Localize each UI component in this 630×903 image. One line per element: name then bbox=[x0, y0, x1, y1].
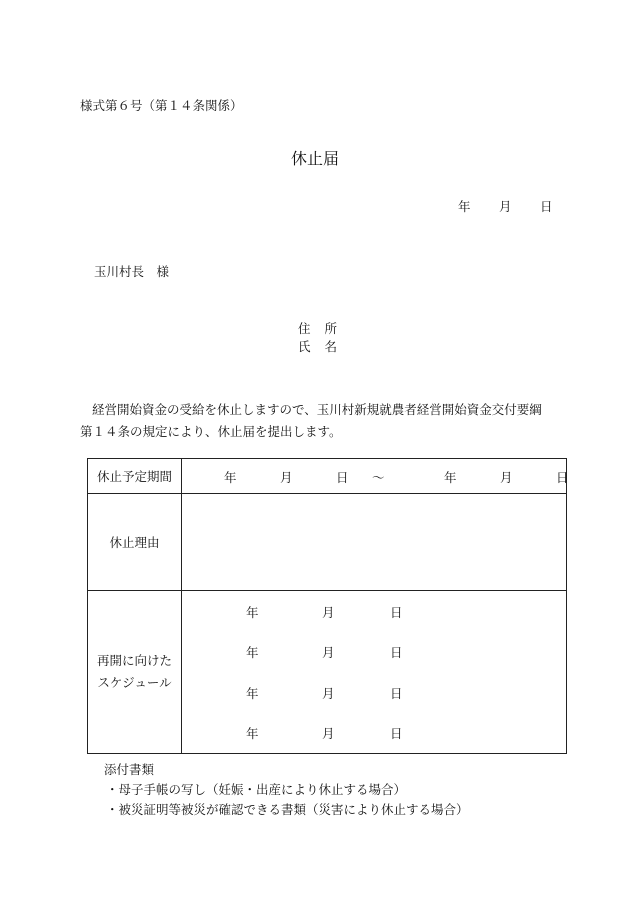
name-label-char-2: 名 bbox=[324, 339, 338, 354]
period-start-month: 月 bbox=[280, 470, 293, 485]
schedule-year: 年 bbox=[246, 645, 259, 660]
period-end-year: 年 bbox=[444, 470, 457, 485]
address-label-char-2: 所 bbox=[324, 321, 338, 336]
attachment-item: ・母子手帳の写し（妊娠・出産により休止する場合） bbox=[106, 782, 407, 797]
document-title: 休止届 bbox=[290, 149, 339, 168]
resume-label-line-1: 再開に向けた bbox=[96, 653, 172, 668]
period-value-cell bbox=[182, 459, 567, 494]
address-label-char-1: 住 bbox=[298, 321, 311, 336]
declaration-text bbox=[80, 399, 560, 443]
period-start-year: 年 bbox=[224, 470, 237, 485]
schedule-year: 年 bbox=[246, 726, 259, 741]
attachment-item: ・被災証明等被災が確認できる書類（災害により休止する場合） bbox=[106, 802, 469, 817]
resume-schedule-label bbox=[88, 591, 182, 754]
reason-row bbox=[88, 494, 567, 591]
schedule-month: 月 bbox=[322, 726, 335, 741]
period-end-day: 日 bbox=[556, 470, 569, 485]
date-month-label: 月 bbox=[499, 199, 512, 214]
period-tilde: ～ bbox=[372, 470, 385, 485]
date-year-label: 年 bbox=[458, 199, 471, 214]
addressee: 玉川村長 様 bbox=[94, 264, 170, 279]
attachments-heading: 添付書類 bbox=[104, 762, 155, 777]
form-number: 様式第６号（第１４条関係） bbox=[80, 98, 243, 113]
applicant-address-label bbox=[298, 319, 337, 337]
declaration-line-2: 第１４条の規定により、休止届を提出します。 bbox=[80, 424, 342, 439]
applicant-name-label bbox=[298, 337, 337, 355]
period-start-day: 日 bbox=[336, 470, 349, 485]
schedule-month: 月 bbox=[322, 686, 335, 701]
schedule-month: 月 bbox=[322, 605, 335, 620]
schedule-day: 日 bbox=[390, 605, 403, 620]
schedule-day: 日 bbox=[390, 645, 403, 660]
schedule-year: 年 bbox=[246, 686, 259, 701]
schedule-year: 年 bbox=[246, 605, 259, 620]
date-day-label: 日 bbox=[540, 199, 553, 214]
resume-label-line-2: スケジュール bbox=[97, 675, 172, 690]
schedule-month: 月 bbox=[322, 645, 335, 660]
period-label: 休止予定期間 bbox=[88, 459, 182, 494]
reason-label: 休止理由 bbox=[88, 494, 182, 591]
schedule-day: 日 bbox=[390, 726, 403, 741]
name-label-char-1: 氏 bbox=[298, 339, 311, 354]
resume-row bbox=[88, 591, 567, 754]
suspension-table bbox=[87, 458, 567, 754]
resume-schedule-cell bbox=[182, 591, 567, 754]
declaration-line-1: 経営開始資金の受給を休止しますので、玉川村新規就農者経営開始資金交付要綱 bbox=[92, 402, 542, 417]
period-row bbox=[88, 459, 567, 494]
schedule-day: 日 bbox=[390, 686, 403, 701]
reason-value-cell bbox=[182, 494, 567, 591]
period-end-month: 月 bbox=[500, 470, 513, 485]
